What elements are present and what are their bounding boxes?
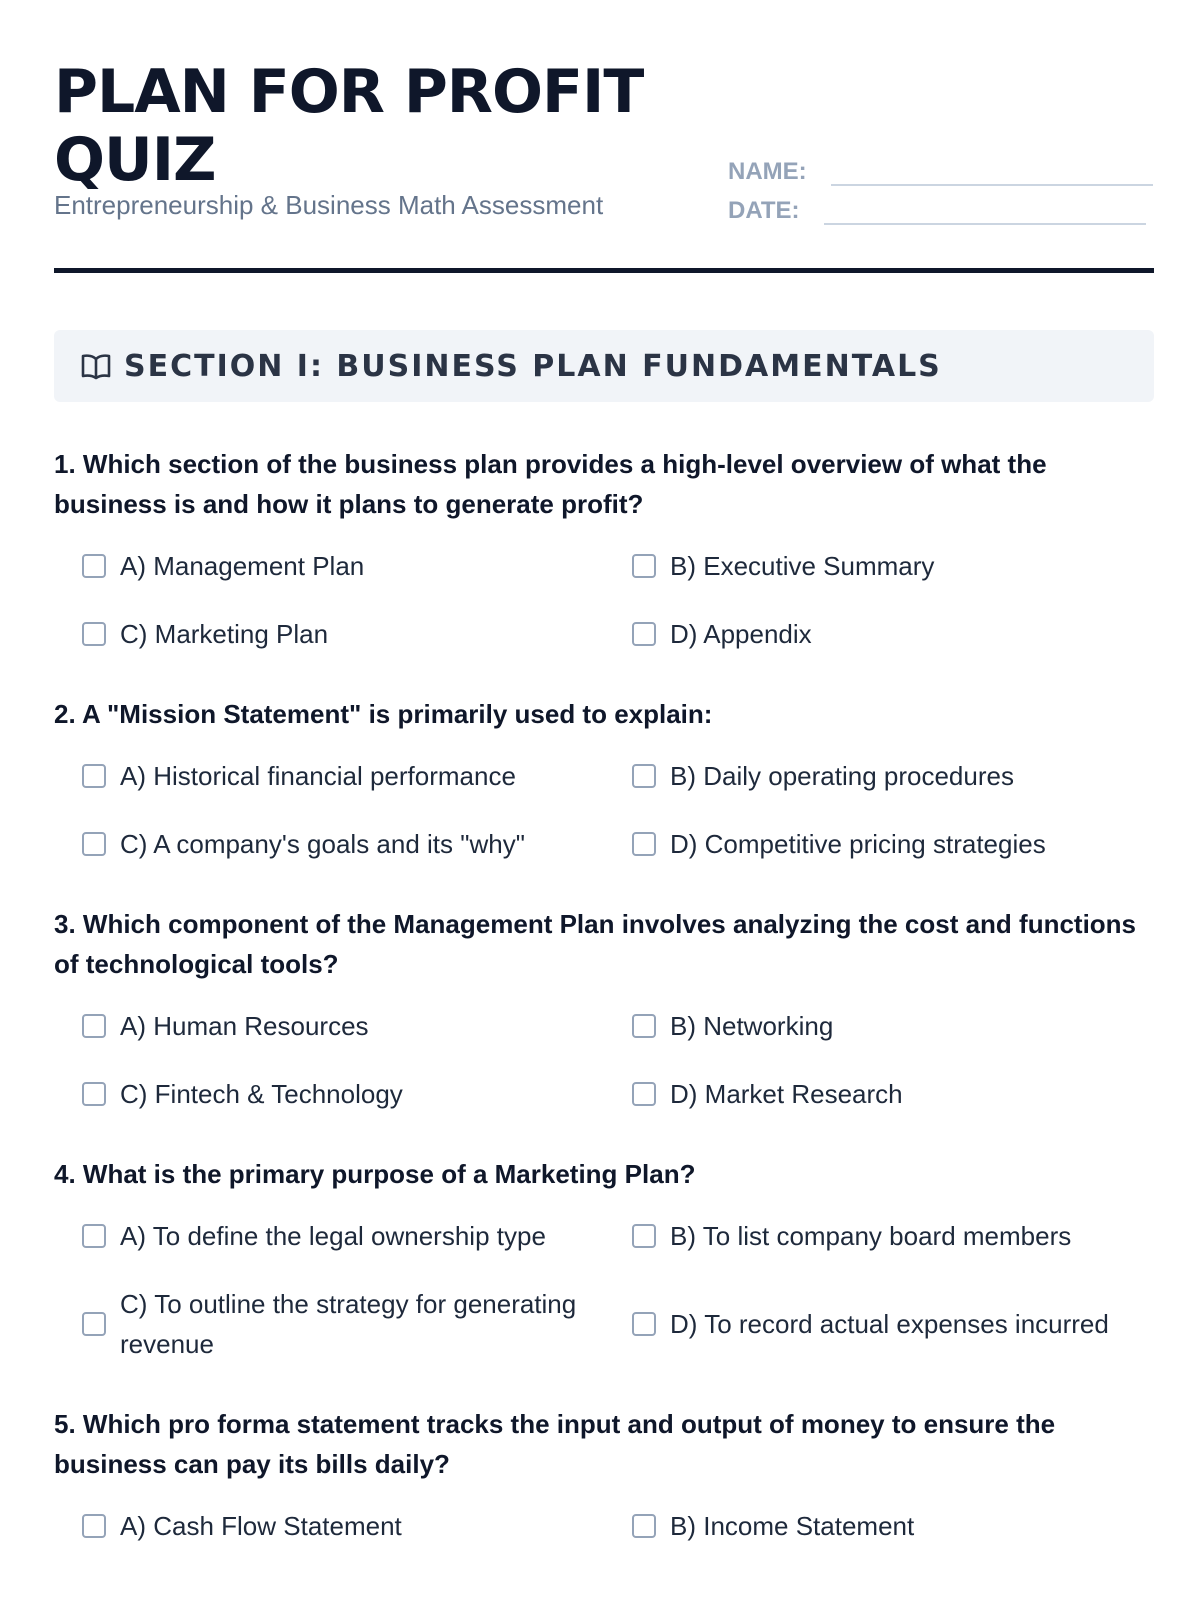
page-subtitle: Entrepreneurship & Business Math Assessment (54, 190, 604, 220)
name-field (728, 156, 1153, 186)
question-5 (54, 1404, 1154, 1546)
name-input-line[interactable] (831, 156, 1153, 186)
checkbox[interactable] (82, 1514, 106, 1538)
option-b[interactable] (604, 1216, 1154, 1256)
option-label: D) To record actual expenses incurred (670, 1309, 1109, 1339)
option-c[interactable] (54, 614, 604, 654)
checkbox[interactable] (632, 1514, 656, 1538)
book-icon (80, 351, 114, 381)
option-label: C) Marketing Plan (120, 619, 329, 649)
option-label: A) Management Plan (120, 551, 365, 581)
option-b[interactable] (604, 1506, 1154, 1546)
option-c[interactable] (54, 1284, 604, 1364)
question-text: 4. What is the primary purpose of a Marketing Plan? (54, 1159, 696, 1189)
option-label: B) Daily operating procedures (670, 761, 1014, 791)
option-label: D) Market Research (670, 1079, 903, 1109)
answer-options (54, 1506, 1154, 1546)
page-title: PLAN FOR PROFIT QUIZ (54, 57, 644, 195)
answer-options (54, 1216, 1154, 1364)
checkbox[interactable] (632, 1224, 656, 1248)
checkbox[interactable] (82, 832, 106, 856)
date-label: DATE: (728, 197, 800, 224)
option-c[interactable] (54, 1074, 604, 1114)
option-a[interactable] (54, 756, 604, 796)
section-title: SECTION I: BUSINESS PLAN FUNDAMENTALS (124, 348, 942, 384)
section-header (54, 330, 1154, 402)
option-label: C) A company's goals and its "why" (120, 829, 525, 859)
checkbox[interactable] (82, 1312, 106, 1336)
question-text: 5. Which pro forma statement tracks the input and output of money to ensure the business can pay its bills daily? (54, 1409, 1056, 1479)
checkbox[interactable] (632, 764, 656, 788)
checkbox[interactable] (632, 1312, 656, 1336)
option-b[interactable] (604, 756, 1154, 796)
option-label: D) Appendix (670, 619, 812, 649)
checkbox[interactable] (632, 1014, 656, 1038)
checkbox[interactable] (82, 1224, 106, 1248)
option-label: A) Cash Flow Statement (120, 1511, 402, 1541)
checkbox[interactable] (632, 554, 656, 578)
question-3 (54, 904, 1154, 1114)
checkbox[interactable] (82, 622, 106, 646)
question-text: 2. A "Mission Statement" is primarily used to explain: (54, 699, 713, 729)
option-label: A) To define the legal ownership type (120, 1221, 546, 1251)
date-input-line[interactable] (824, 195, 1146, 225)
question-list (54, 444, 1154, 1586)
question-text: 3. Which component of the Management Plan involves analyzing the cost and functions of technological tools? (54, 909, 1137, 979)
option-d[interactable] (604, 824, 1154, 864)
checkbox[interactable] (82, 1082, 106, 1106)
question-2 (54, 694, 1154, 864)
name-label: NAME: (728, 158, 807, 185)
option-label: A) Human Resources (120, 1011, 369, 1041)
option-label: B) To list company board members (670, 1221, 1072, 1251)
question-text: 1. Which section of the business plan provides a high-level overview of what the business is and how it plans to generate profit? (54, 449, 1047, 519)
option-d[interactable] (604, 1284, 1154, 1364)
option-label: A) Historical financial performance (120, 761, 516, 791)
option-label: C) Fintech & Technology (120, 1079, 403, 1109)
option-d[interactable] (604, 614, 1154, 654)
header (54, 58, 1154, 278)
option-a[interactable] (54, 546, 604, 586)
checkbox[interactable] (82, 554, 106, 578)
option-b[interactable] (604, 546, 1154, 586)
answer-options (54, 756, 1154, 864)
option-label: B) Executive Summary (670, 551, 935, 581)
question-1 (54, 444, 1154, 654)
option-a[interactable] (54, 1006, 604, 1046)
checkbox[interactable] (632, 622, 656, 646)
checkbox[interactable] (82, 764, 106, 788)
answer-options (54, 546, 1154, 654)
option-label: C) To outline the strategy for generating revenue (120, 1289, 577, 1359)
option-c[interactable] (54, 824, 604, 864)
checkbox[interactable] (632, 1082, 656, 1106)
header-divider (54, 268, 1154, 273)
option-a[interactable] (54, 1216, 604, 1256)
checkbox[interactable] (82, 1014, 106, 1038)
option-label: B) Networking (670, 1011, 834, 1041)
checkbox[interactable] (632, 832, 656, 856)
option-d[interactable] (604, 1074, 1154, 1114)
date-field (728, 195, 1146, 225)
question-4 (54, 1154, 1154, 1364)
option-label: B) Income Statement (670, 1511, 915, 1541)
option-b[interactable] (604, 1006, 1154, 1046)
option-label: D) Competitive pricing strategies (670, 829, 1046, 859)
option-a[interactable] (54, 1506, 604, 1546)
answer-options (54, 1006, 1154, 1114)
